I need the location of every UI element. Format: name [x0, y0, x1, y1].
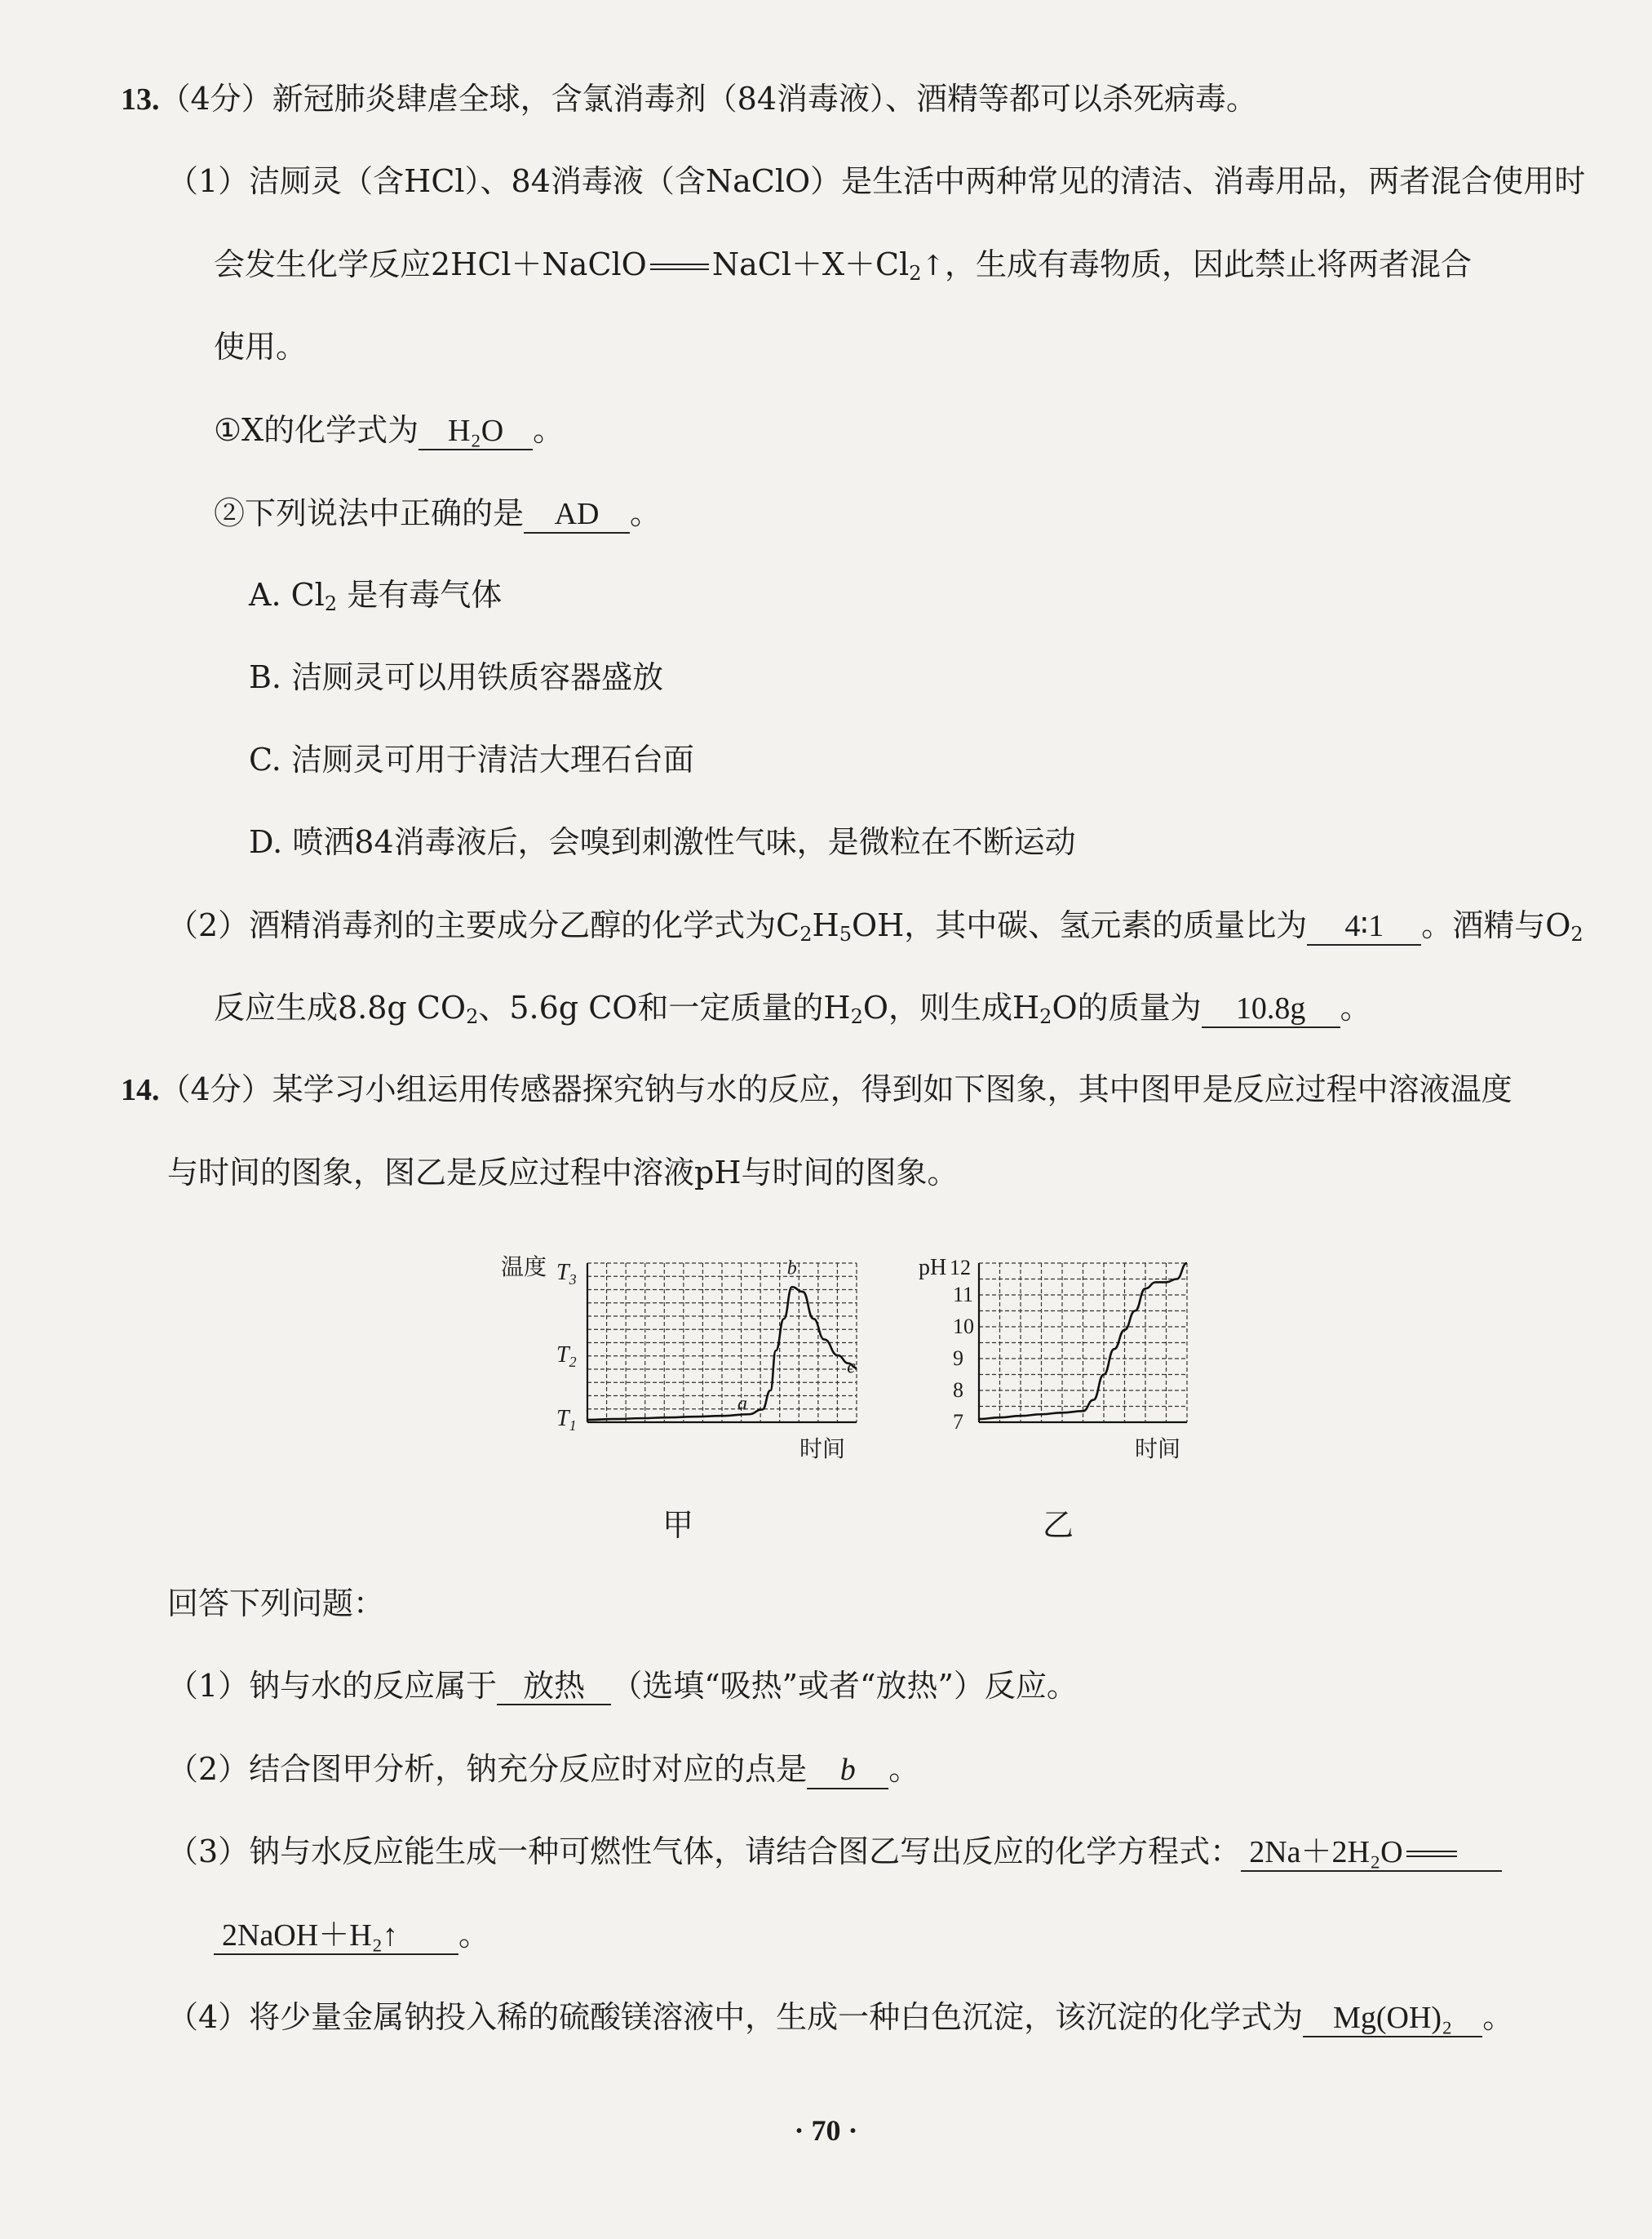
q13-sub2: [214, 493, 661, 534]
chart-ph-caption: 乙: [1043, 1507, 1074, 1543]
q14-sub1-answer: 放热: [497, 1668, 611, 1705]
y-tick-label: 7: [953, 1410, 963, 1434]
q13-part2-line1: （2）酒精消毒剂的主要成分乙醇的化学式为$C_2H_5OH$，其中碳、氢元素的质量比为 4∶1 。酒精与$O_2$: [167, 907, 1583, 946]
q13-number: 13.: [121, 82, 160, 117]
q13-equation-left: 会发生化学反应2HCl＋NaClO: [214, 246, 647, 282]
equals-sign: [647, 262, 712, 273]
q14-sub2-answer: b: [807, 1752, 888, 1789]
q13-sub1-answer: H₂O: [419, 413, 533, 450]
y-tick-label: 11: [953, 1283, 974, 1306]
y-tick-label: $T_1$: [556, 1406, 577, 1434]
q13-option-c: C. 洁厕灵可用于清洁大理石台面: [249, 742, 694, 778]
q14-number: 14.: [121, 1073, 160, 1107]
q14-sub3: [167, 1831, 1502, 1872]
q14-sub4-text: （4）将少量金属钠投入稀的硫酸镁溶液中，生成一种白色沉淀，该沉淀的化学式为: [167, 1999, 1304, 2035]
q13-stem: [121, 78, 1257, 120]
q14-sub3-cont: [214, 1914, 489, 1955]
x-axis-label: 时间: [799, 1437, 846, 1461]
q14-stem-text1: （4分）某学习小组运用传感器探究钠与水的反应，得到如下图象，其中图甲是反应过程中溶液温度: [159, 1071, 1512, 1107]
q13-option-a-label: A. Cl: [249, 577, 325, 613]
chart-temperature: [489, 1240, 873, 1464]
q13-sub2-end: 。: [630, 495, 662, 531]
chart-ph: [906, 1240, 1216, 1464]
q13-part1-line2-tail: ，生成有毒物质，因此禁止将两者混合: [945, 246, 1473, 282]
gas-arrow-icon: ↑: [921, 250, 946, 282]
q13-part2-answer1: 4∶1: [1307, 908, 1421, 946]
q13-sub2-answer: AD: [524, 496, 630, 534]
q14-sub3-end: 。: [458, 1917, 490, 1953]
q14-answer-intro: 回答下列问题：: [167, 1585, 385, 1621]
x-axis-label: 时间: [1135, 1437, 1181, 1461]
q14-sub4-end: 。: [1482, 1999, 1514, 2035]
q14-sub1-text: （1）钠与水的反应属于: [167, 1668, 498, 1704]
q14-sub3-answer1: [1241, 1834, 1502, 1872]
y-axis-label: pH: [919, 1255, 947, 1280]
q13-sub1: [214, 410, 564, 450]
q13-option-a-text: 是有毒气体: [347, 577, 503, 613]
q13-option-b: B. 洁厕灵可以用铁质容器盛放: [249, 659, 664, 695]
q13-equation-right: NaCl＋X＋Cl: [711, 246, 910, 282]
y-tick-label: 10: [953, 1315, 974, 1338]
q13-part2-text-g: O的质量为: [1052, 990, 1202, 1026]
y-tick-subscript: 1: [569, 1417, 577, 1434]
q14-sub2-text: （2）结合图甲分析，钠充分反应时对应的点是: [167, 1751, 808, 1787]
point-label-c: c: [847, 1356, 856, 1378]
q13-option-d: D. 喷洒84消毒液后，会嗅到刺激性气味，是微粒在不断运动: [249, 824, 1076, 860]
page-number: · 70 ·: [794, 2114, 858, 2147]
q14-stem-line2: 与时间的图象，图乙是反应过程中溶液pH与时间的图象。: [167, 1155, 959, 1190]
q14-sub2: [167, 1749, 919, 1789]
q13-stem-text: （4分）新冠肺炎肆虐全球，含氯消毒剂（84消毒液）、酒精等都可以杀死病毒。: [159, 81, 1258, 117]
q13-part1-line1: （1）洁厕灵（含HCl）、84消毒液（含NaClO）是生活中两种常见的清洁、消毒用品，两者混合使用时: [167, 163, 1586, 199]
q13-part1-line2: 会发生化学反应2HCl＋NaClO $NaCl+X+Cl_2↑$，生成有毒物质，因此禁止将两者混合: [214, 246, 1473, 285]
q14-sub3-text: （3）钠与水反应能生成一种可燃性气体，请结合图乙写出反应的化学方程式：: [167, 1833, 1242, 1869]
q13-part2-line2: 反应生成8.8g $CO_2$、5.6g CO和一定质量的$H_2O$，则生成$H_2O$的质量为 10.8g 。: [214, 990, 1371, 1028]
q14-sub3-answer1-text: 2Na＋2H₂O: [1249, 1835, 1403, 1869]
q13-part1-line3: 使用。: [214, 329, 308, 365]
q14-sub4-answer: Mg(OH)₂: [1303, 2000, 1482, 2037]
chart-temperature-caption: 甲: [662, 1507, 694, 1543]
q14-sub1-end: （选填“吸热”或者“放热”）反应。: [611, 1668, 1078, 1704]
q13-part2-text-c: 。酒精与O: [1421, 907, 1571, 943]
chart-temperature-svg: [489, 1240, 873, 1461]
q14-sub3-answer2: 2NaOH＋H₂↑: [214, 1918, 458, 1955]
y-tick-label: 9: [953, 1346, 963, 1370]
q13-part2-text-e: 、5.6g CO和一定质量的H: [478, 990, 851, 1026]
y-axis-label: 温度: [501, 1255, 547, 1280]
q13-part2-answer2: 10.8g: [1202, 991, 1340, 1028]
q13-sub1-end: 。: [533, 412, 565, 448]
temperature-curve: [587, 1287, 857, 1420]
q14-sub2-end: 。: [888, 1751, 920, 1787]
y-tick-label: $T_3$: [556, 1260, 577, 1288]
q13-part2-text-a: （2）酒精消毒剂的主要成分乙醇的化学式为C: [167, 907, 800, 943]
y-tick-subscript: 3: [569, 1271, 577, 1288]
q13-part2-end: 。: [1340, 990, 1371, 1026]
q14-sub1: [167, 1665, 1078, 1706]
y-tick-label: $T_2$: [556, 1341, 577, 1370]
chart-ph-svg: [906, 1240, 1216, 1461]
q13-part2-text-b: OH，其中碳、氢元素的质量比为: [851, 907, 1308, 943]
q13-sub2-text: ②下列说法中正确的是: [214, 495, 525, 531]
y-tick-label-top: 12: [950, 1256, 971, 1279]
q13-part2-text-d: 反应生成8.8g CO: [214, 990, 467, 1026]
q13-sub1-text: ①X的化学式为: [214, 412, 419, 448]
point-label-b: b: [786, 1257, 797, 1279]
q13-option-a: A. $Cl_2$ 是有毒气体: [249, 577, 503, 615]
q14-sub4: [167, 1997, 1513, 2037]
y-tick-label: 8: [953, 1378, 963, 1402]
q14-stem-line1: [121, 1069, 1512, 1111]
equals-sign: [1403, 1849, 1460, 1860]
point-label-a: a: [737, 1393, 747, 1415]
q13-part2-text-f: O，则生成H: [862, 990, 1040, 1026]
y-tick-subscript: 2: [569, 1353, 577, 1370]
